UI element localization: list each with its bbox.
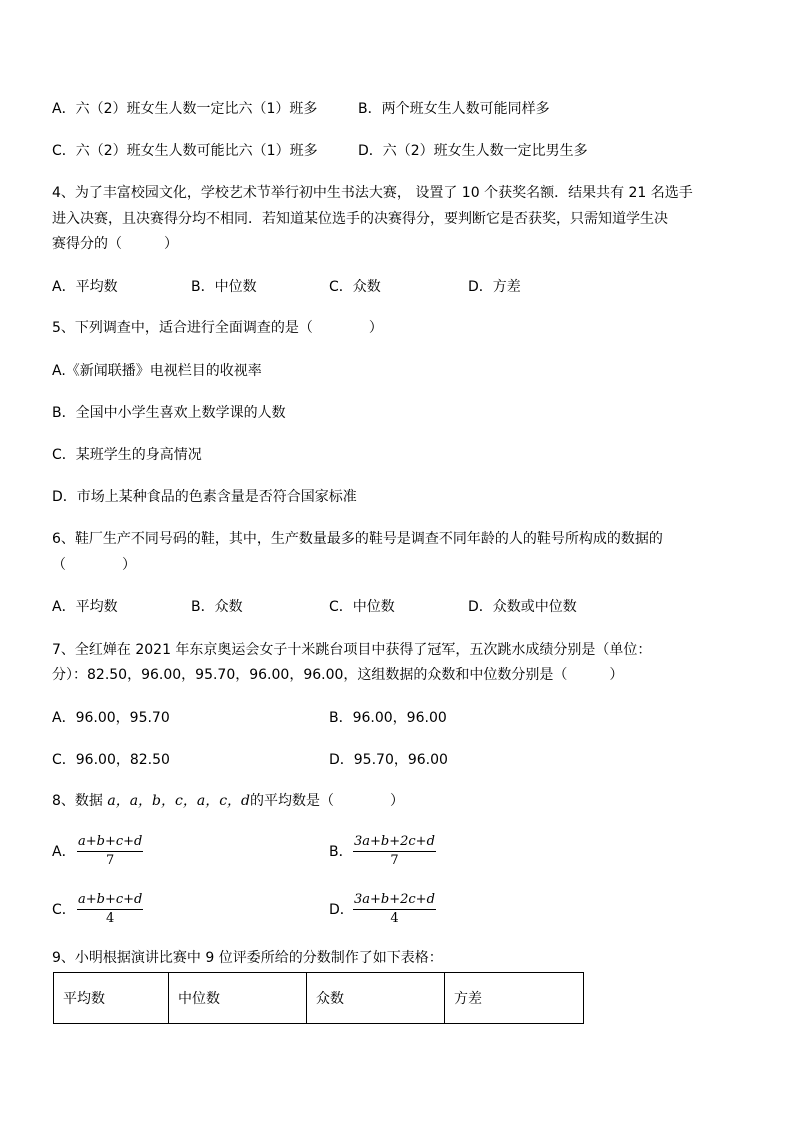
q9-score-table (53, 972, 584, 1024)
q4-stem-line1: 4、为了丰富校园文化，学校艺术节举行初中生书法大赛， 设置了 10 个获奖名额．结果共有 21 名选手 (52, 185, 693, 201)
table-header-mode: 众数 (307, 973, 445, 1024)
q8-stem-prefix: 8、数据 (52, 793, 108, 809)
fraction-denominator: 4 (106, 911, 115, 926)
q7-stem-line2: 分）：82.50，96.00，95.70，96.00，96.00，这组数据的众数和中位数分别是（ ） (52, 667, 624, 683)
q3-option-d: D．六（2）班女生人数一定比男生多 (358, 143, 588, 159)
q5-option-c: C．某班学生的身高情况 (52, 447, 202, 463)
q5-stem: 5、下列调查中，适合进行全面调查的是（ ） (52, 320, 383, 336)
fraction-numerator: a+b+c+d (77, 834, 143, 852)
q4-stem-line2: 进入决赛，且决赛得分均不相同．若知道某位选手的决赛得分，要判断它是否获奖，只需知道学生决 (52, 211, 668, 227)
fraction-denominator: 4 (390, 911, 399, 926)
table-header-variance: 方差 (445, 973, 584, 1024)
q6-option-d: D．众数或中位数 (468, 599, 577, 615)
fraction-denominator: 7 (390, 853, 399, 868)
q7-option-c: C．96.00，82.50 (52, 752, 170, 768)
q8-stem (52, 791, 404, 811)
table-header-mean: 平均数 (54, 973, 169, 1024)
q5-option-d: D．市场上某种食品的色素含量是否符合国家标准 (52, 489, 357, 505)
table-header-row (54, 973, 584, 1024)
q6-stem-line2: （ ） (52, 557, 136, 573)
q8-option-d-fraction (353, 892, 436, 927)
q4-option-c: C．众数 (329, 279, 381, 295)
q8-option-c-fraction (77, 892, 143, 927)
q4-option-d: D．方差 (468, 279, 521, 295)
q4-option-a: A．平均数 (52, 279, 118, 295)
q6-stem-line1: 6、鞋厂生产不同号码的鞋，其中，生产数量最多的鞋号是调查不同年龄的人的鞋号所构成的数据的 (52, 531, 663, 547)
q8-option-a-label: A． (52, 844, 76, 860)
q8-option-b-fraction (353, 834, 436, 869)
q4-stem-line3: 赛得分的（ ） (52, 236, 178, 252)
table-header-median: 中位数 (169, 973, 307, 1024)
q8-option-b-label: B． (329, 844, 353, 860)
fraction-numerator: 3a+b+2c+d (353, 834, 436, 852)
fraction-numerator: 3a+b+2c+d (353, 892, 436, 910)
q8-stem-variables: a，a，b，c，a，c，d (107, 793, 251, 809)
fraction-numerator: a+b+c+d (77, 892, 143, 910)
q6-option-b: B．众数 (191, 599, 243, 615)
q3-option-a: A．六（2）班女生人数一定比六（1）班多 (52, 101, 318, 117)
q5-option-b: B．全国中小学生喜欢上数学课的人数 (52, 405, 286, 421)
q8-option-a-fraction (77, 834, 143, 869)
q4-option-b: B．中位数 (191, 279, 257, 295)
q7-option-a: A．96.00，95.70 (52, 710, 170, 726)
q9-stem: 9、小明根据演讲比赛中 9 位评委所给的分数制作了如下表格： (52, 950, 443, 966)
q8-option-c-label: C． (52, 902, 76, 918)
q7-option-b: B．96.00，96.00 (329, 710, 447, 726)
q6-option-c: C．中位数 (329, 599, 395, 615)
q6-option-a: A．平均数 (52, 599, 118, 615)
q8-option-d-label: D． (329, 902, 354, 918)
q8-stem-suffix: 的平均数是（ ） (250, 793, 405, 809)
q5-option-a: A.《新闻联播》电视栏目的收视率 (52, 363, 262, 379)
q3-option-c: C．六（2）班女生人数可能比六（1）班多 (52, 143, 318, 159)
q7-option-d: D．95.70，96.00 (329, 752, 448, 768)
fraction-denominator: 7 (106, 853, 115, 868)
q7-stem-line1: 7、全红婵在 2021 年东京奥运会女子十米跳台项目中获得了冠军，五次跳水成绩分别是（单位： (52, 642, 652, 658)
q3-option-b: B．两个班女生人数可能同样多 (358, 101, 550, 117)
